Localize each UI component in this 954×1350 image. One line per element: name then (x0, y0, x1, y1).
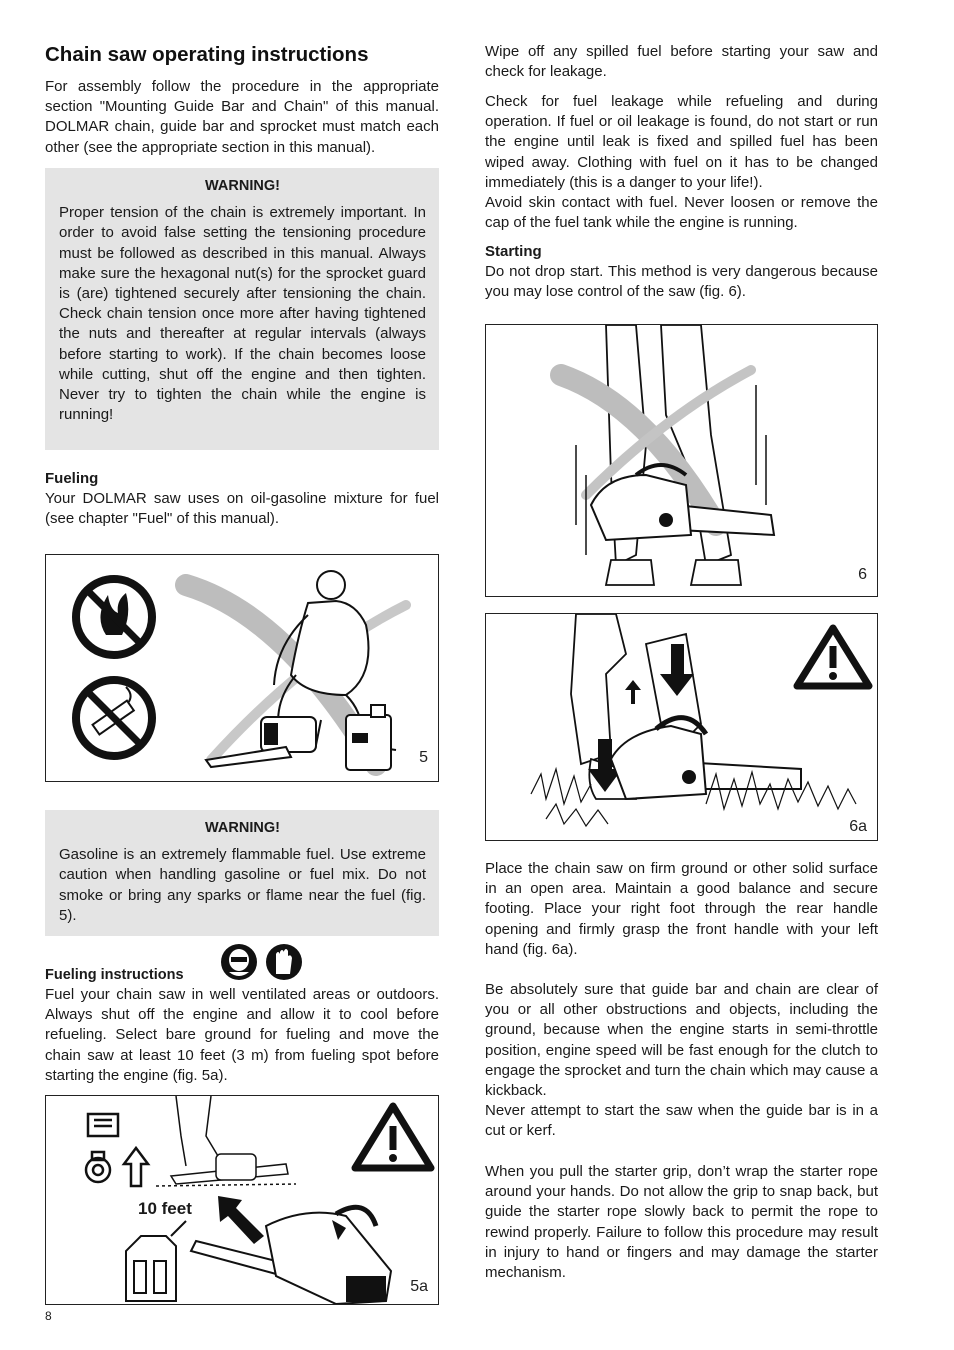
warning-text: Gasoline is an extremely flammable fuel. Use extreme caution when handling gasoline or fuel mix. Do not smoke or bring any sparks or flame near the fuel (fig. 5). (59, 846, 426, 924)
fueling-paragraph: Your DOLMAR saw uses on oil-gasoline mixture for fuel (see chapter "Fuel" of this manual). (45, 490, 439, 528)
clear-guide-bar-paragraph: Be absolutely sure that guide bar and chain are clear of you or all other obstructions and objects, including the ground, because when the engine starts in semi-throttle position, engine speed will be fast enough for the clutch to engage the sprocket and turn the chain which may cause a kickback. (485, 981, 878, 1100)
page-title: Chain saw operating instructions (45, 43, 369, 66)
chainsaw-drawing (611, 718, 801, 799)
warning-text: Proper tension of the chain is extremely important. In order to avoid false setting the tensioning procedure must be followed as described in this manual. Always make sure the hexagonal nut(s) for the sprocket guard is (are) tightened securely after tensioning the chain. Check chain tension once more after having tightened the nuts and thereafter at regular intervals (always before starting to work). If the chain becomes loose while cutting, shut off the engine and then tighten. Never try to tighten the chain while the engine is running! (59, 204, 426, 424)
no-open-flame-icon (76, 579, 152, 655)
fueling-instructions-paragraph: Fuel your chain saw in well ventilated areas or outdoors. Always shut off the engine and allow it to cool before refueling. Select bare ground for fueling and move the chain saw at least 10 feet (3 m) from fueling spot before starting the engine (fig. 5a). (45, 986, 439, 1084)
fuel-can-drawing (346, 705, 391, 770)
figure-5-label: 5 (419, 749, 428, 766)
no-smoking-icon (76, 680, 152, 756)
figure-6-illustration (486, 325, 878, 597)
fueling-instructions-heading: Fueling instructions (45, 967, 184, 983)
wipe-fuel-paragraph: Wipe off any spilled fuel before starting your saw and check for leakage. (485, 43, 878, 81)
figure-6 (485, 324, 878, 597)
pull-up-arrow-icon (625, 680, 641, 704)
figure-6a-label: 6a (849, 818, 867, 835)
warning-box-chain-tension (45, 168, 439, 450)
chainsaw-drawing (191, 1207, 391, 1304)
fueling-heading: Fueling (45, 470, 99, 487)
figure-5-illustration (46, 555, 439, 782)
place-saw-paragraph: Place the chain saw on firm ground or other solid surface in an open area. Maintain a good balance and secure footing. Place your right foot through the rear handle opening and firmly grasp the front handle with your left hand (fig. 6a). (485, 860, 878, 958)
refuel-engine-icon (86, 1114, 148, 1186)
figure-6a (485, 613, 878, 841)
warning-triangle-icon (797, 628, 869, 686)
warning-title: WARNING! (205, 820, 280, 836)
figure-5a-label: 5a (410, 1278, 428, 1295)
gloves-icon (266, 944, 302, 980)
intro-paragraph: For assembly follow the procedure in the appropriate section "Mounting Guide Bar and Chain" of this manual. DOLMAR chain, guide bar and sprocket must match each other (see the appropriate section in this manual). (45, 78, 439, 156)
never-start-in-cut-paragraph: Never attempt to start the saw when the guide bar is in a cut or kerf. (485, 1102, 878, 1140)
face-protection-icon (221, 944, 257, 980)
figure-5 (45, 554, 439, 782)
skin-contact-paragraph: Avoid skin contact with fuel. Never loosen or remove the cap of the fuel tank while the engine is running. (485, 194, 878, 232)
move-away-arrow-icon (218, 1196, 264, 1244)
check-leakage-paragraph: Check for fuel leakage while refueling and during operation. If fuel or oil leakage is found, do not start or run the engine until leak is fixed and spilled fuel has been wiped away. Clothing with fuel on it has to be changed immediately (this is a danger to your life!). (485, 93, 878, 191)
protective-equipment-icons (220, 942, 310, 982)
starting-heading: Starting (485, 243, 542, 260)
figure-5a (45, 1095, 439, 1305)
starter-grip-paragraph: When you pull the starter grip, don’t wrap the starter rope around your hands. Do not allow the grip to snap back, but guide the starter rope slowly back to permit the rope to rewind properly. Failure to follow this procedure may result in injury to hand or fingers and may damage the starter mechanism. (485, 1163, 878, 1282)
warning-title: WARNING! (205, 178, 280, 194)
page-number: 8 (45, 1309, 52, 1323)
figure-5a-illustration (46, 1096, 439, 1305)
starting-paragraph: Do not drop start. This method is very dangerous because you may lose control of the saw (fig. 6). (485, 263, 878, 301)
warning-box-gasoline (45, 810, 439, 936)
figure-6-label: 6 (858, 566, 867, 583)
warning-triangle-icon (355, 1106, 431, 1168)
figure-6a-illustration (486, 614, 878, 841)
fuel-can-drawing (126, 1221, 186, 1301)
distance-label: 10 feet (138, 1199, 192, 1218)
